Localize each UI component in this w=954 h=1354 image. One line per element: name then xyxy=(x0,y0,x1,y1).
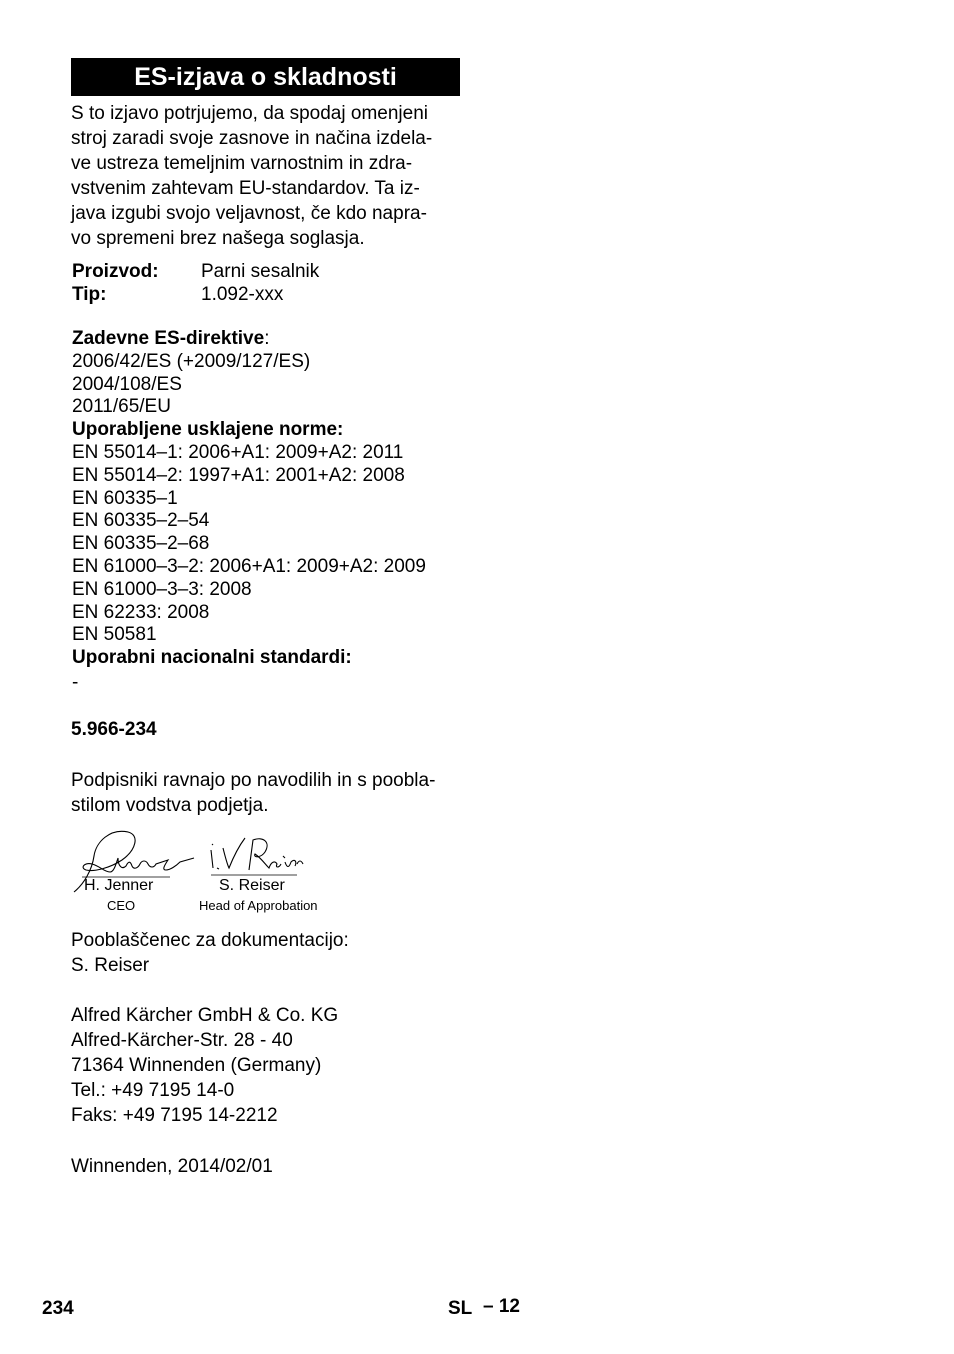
intro-line: S to izjavo potrjujemo, da spodaj omenjeni xyxy=(71,103,428,124)
signatories-paragraph xyxy=(71,768,471,818)
place-date-text: Winnenden, 2014/02/01 xyxy=(71,1156,273,1177)
product-label: Proizvod: xyxy=(72,261,159,282)
section-page: – 12 xyxy=(483,1296,520,1317)
authorized-line: S. Reiser xyxy=(71,955,150,976)
national-heading: Uporabni nacionalni standardi: xyxy=(72,647,352,669)
address-line: Alfred-Kärcher-Str. 28 - 40 xyxy=(71,1030,293,1051)
signature-role: CEO xyxy=(107,898,136,913)
intro-line: stroj zaradi svoje zasnove in načina izdela- xyxy=(71,128,433,149)
directives-heading: Zadevne ES-direktive: xyxy=(72,328,270,349)
norm-item: EN 55014–1: 2006+A1: 2009+A2: 2011 xyxy=(72,441,404,463)
signature-name: H. Jenner xyxy=(84,877,154,894)
authorized-person xyxy=(71,928,471,978)
page-number: 234 xyxy=(42,1298,74,1319)
signatories-line: Podpisniki ravnajo po navodilih in s poobla- xyxy=(71,770,436,791)
address-line: Faks: +49 7195 14-2212 xyxy=(71,1105,278,1126)
norm-item: EN 62233: 2008 xyxy=(72,601,210,623)
intro-line: java izgubi svojo veljavnost, če kdo napra- xyxy=(71,203,427,224)
norm-item: EN 60335–2–54 xyxy=(72,510,210,532)
signatories-line: stilom vodstva podjetja. xyxy=(71,795,269,816)
directive-item: 2011/65/EU xyxy=(72,396,171,418)
intro-line: vstvenim zahtevam EU-standardov. Ta iz- xyxy=(71,178,420,199)
intro-line: vo spremeni brez našega soglasja. xyxy=(71,228,365,249)
place-date xyxy=(71,1154,471,1179)
standards-list xyxy=(72,328,426,695)
product-value: Parni sesalnik xyxy=(201,261,320,282)
document-code: 5.966-234 xyxy=(71,719,157,740)
company-address xyxy=(71,1003,471,1128)
signature-reiser xyxy=(205,832,305,880)
directive-item: 2004/108/ES xyxy=(72,373,182,395)
type-label: Tip: xyxy=(72,284,107,305)
signature-name: S. Reiser xyxy=(219,877,285,894)
intro-paragraph xyxy=(71,101,471,251)
product-info xyxy=(72,260,319,306)
signature-role: Head of Approbation xyxy=(199,898,318,913)
norm-item: EN 60335–1 xyxy=(72,487,178,509)
norms-heading: Uporabljene usklajene norme: xyxy=(72,419,344,441)
norm-item: EN 55014–2: 1997+A1: 2001+A2: 2008 xyxy=(72,464,405,486)
address-line: Tel.: +49 7195 14-0 xyxy=(71,1080,235,1101)
intro-line: ve ustreza temeljnim varnostnim in zdra- xyxy=(71,153,413,174)
language-code: SL xyxy=(448,1298,473,1319)
norm-item: EN 61000–3–2: 2006+A1: 2009+A2: 2009 xyxy=(72,555,426,577)
national-value: - xyxy=(72,671,79,693)
directive-item: 2006/42/ES (+2009/127/ES) xyxy=(72,350,311,372)
norm-item: EN 50581 xyxy=(72,624,157,646)
authorized-line: Pooblaščenec za dokumentacijo: xyxy=(71,930,349,951)
page-title: ES-izjava o skladnosti xyxy=(71,58,460,96)
address-line: 71364 Winnenden (Germany) xyxy=(71,1055,322,1076)
norm-item: EN 61000–3–3: 2008 xyxy=(72,578,252,600)
norm-item: EN 60335–2–68 xyxy=(72,533,210,555)
type-value: 1.092-xxx xyxy=(201,284,284,305)
address-line: Alfred Kärcher GmbH & Co. KG xyxy=(71,1005,339,1026)
